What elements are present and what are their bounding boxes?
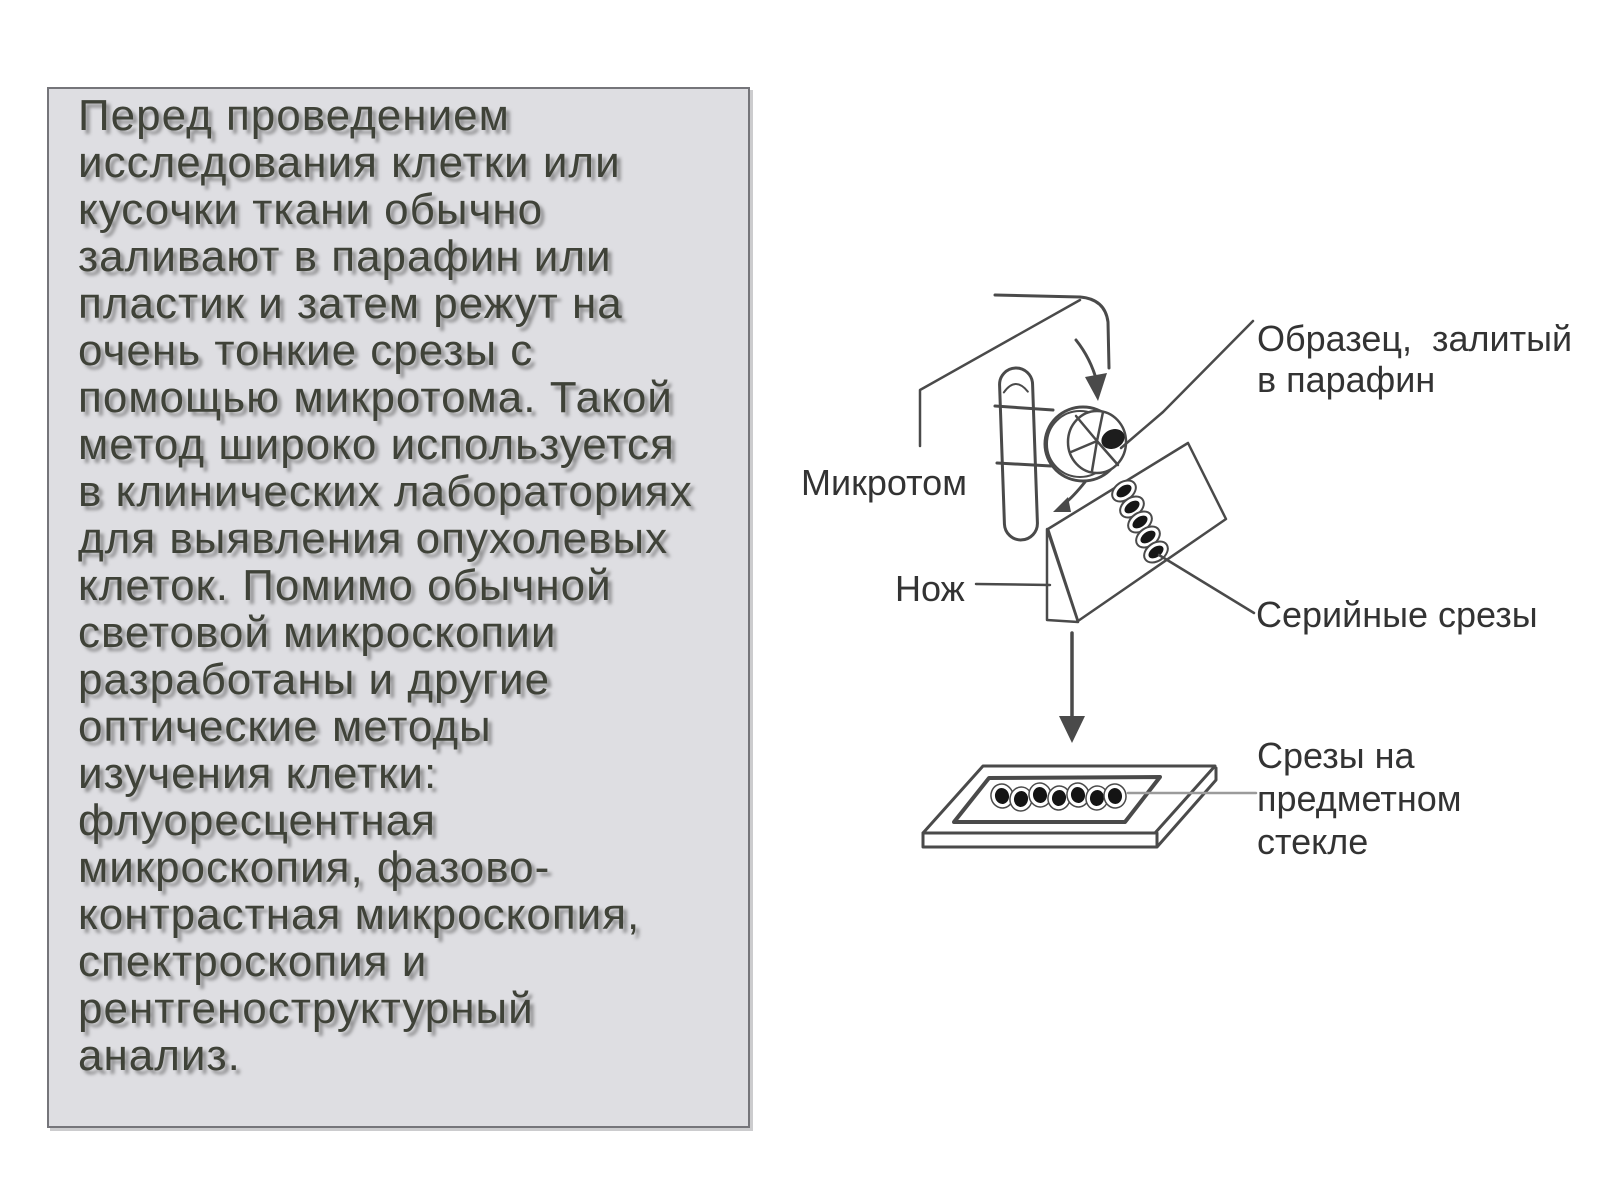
text-line: очень тонкие срезы с (78, 326, 534, 375)
sample-leader-line (1121, 321, 1253, 448)
text-line: световой микроскопии (78, 608, 557, 657)
text-line: для выявления опухолевых (78, 514, 669, 563)
text-line: Срезы на (1257, 735, 1415, 776)
text-line: пластик и затем режут на (78, 279, 623, 328)
text-line: кусочки ткани обычно (78, 185, 544, 234)
text-line: помощью микротома. Такой (78, 373, 673, 422)
text-line: оптические методы (78, 702, 492, 751)
text-line: контрастная микроскопия, (78, 890, 641, 939)
cutting-arrow-head (1053, 497, 1071, 512)
text-line: в парафин (1257, 359, 1436, 400)
knife-leader-line (976, 584, 1050, 585)
text-line: спектроскопия и (78, 937, 428, 986)
microtome-slot-oval (999, 367, 1038, 540)
text-line: в клинических лабораториях (78, 467, 693, 516)
text-line: исследования клетки или (78, 138, 621, 187)
slide-sections-label (1257, 734, 1461, 863)
microtome-label: Микротом (801, 462, 967, 503)
specimen-disc (1045, 407, 1128, 481)
text-line: изучения клетки: (78, 749, 438, 798)
serial-sections-label: Серийные срезы (1256, 594, 1538, 635)
embedded-sample-label (1257, 318, 1572, 400)
microtome-arm-top-line (995, 295, 1109, 368)
microscope-slide (923, 766, 1216, 847)
text-line: флуоресцентная (78, 796, 437, 845)
motion-arrow-head (1085, 373, 1107, 401)
serial-sections-leader-line (1159, 555, 1254, 613)
text-line: Образец, залитый (1257, 318, 1573, 359)
text-line: разработаны и другие (78, 655, 551, 704)
transfer-arrow-head (1059, 716, 1085, 743)
knife-label: Нож (895, 568, 965, 609)
text-line: заливают в парафин или (78, 232, 612, 281)
text-line: предметном (1257, 778, 1462, 819)
text-line: стекле (1257, 821, 1369, 862)
text-line: Перед проведением (78, 91, 510, 140)
text-line: анализ. (78, 1031, 241, 1080)
text-line: метод широко используется (78, 420, 675, 469)
text-line: клеток. Помимо обычной (78, 561, 612, 610)
text-line: рентгеноструктурный (78, 984, 534, 1033)
text-line: микроскопия, фазово- (78, 843, 551, 892)
